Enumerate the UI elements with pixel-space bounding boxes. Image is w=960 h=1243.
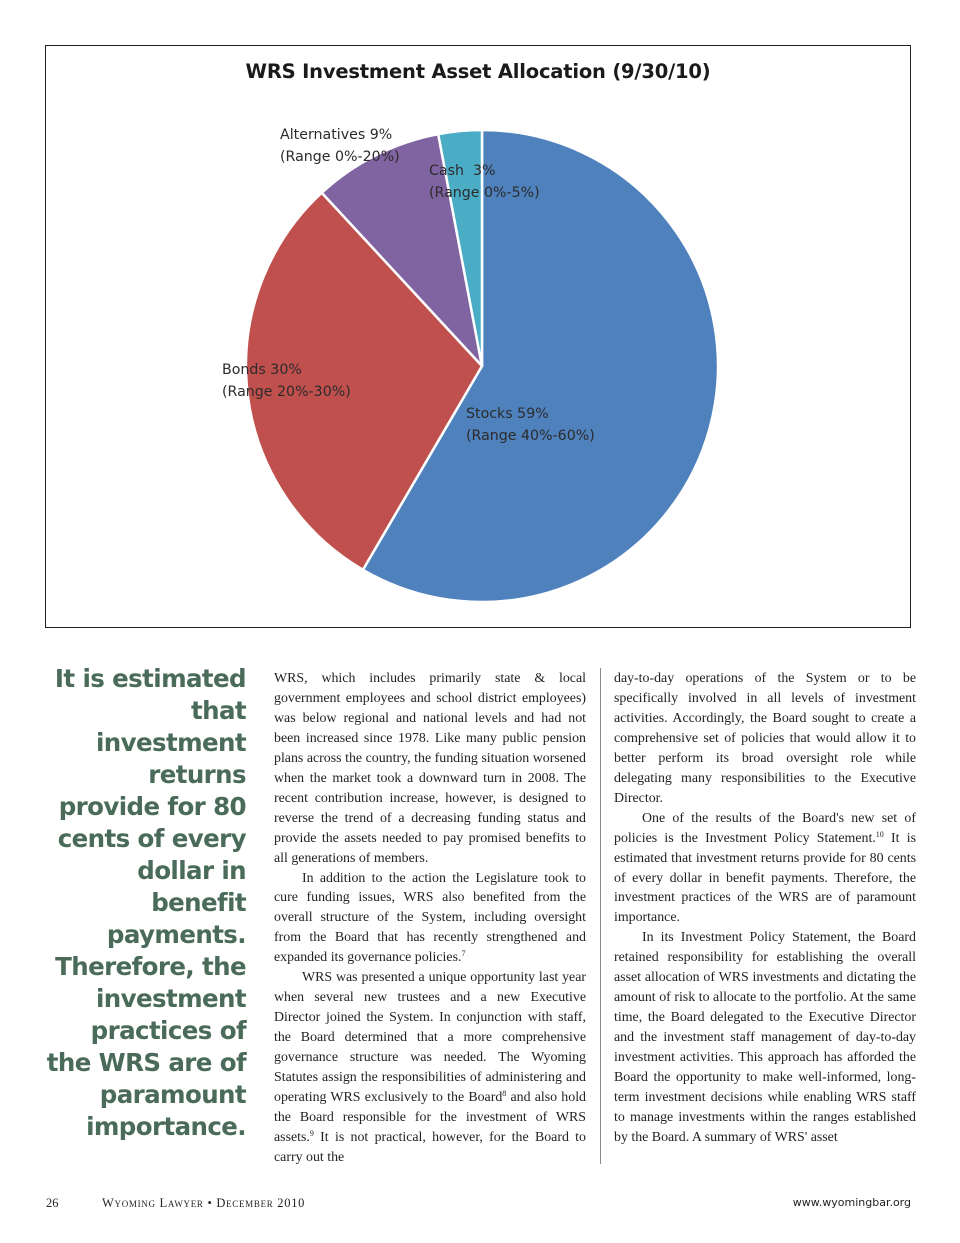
label-stocks: [466, 403, 595, 447]
chart-title: WRS Investment Asset Allocation (9/30/10): [245, 60, 711, 83]
pie-chart: [46, 46, 912, 629]
footnote-ref-9: 9: [309, 1128, 314, 1138]
column1-paragraph-3: [274, 968, 586, 1168]
column1-paragraph-3-text-b: and also hold the Board responsible for the investment of WRS assets.: [274, 1090, 586, 1145]
label-cash: [429, 160, 540, 204]
column2-paragraph-2-text-a: One of the results of the Board's new set of policies is the Investment Policy Statement.: [614, 810, 916, 846]
asset-allocation-chart: [45, 45, 911, 628]
footnote-ref-10: 10: [875, 829, 884, 839]
label-cash-name: Cash 3%: [429, 163, 496, 179]
label-cash-range: (Range 0%-5%): [429, 185, 540, 201]
column-divider: [600, 668, 601, 1164]
column1-paragraph-3-text-c: It is not practical, however, for the Board to carry out the: [274, 1129, 586, 1165]
label-bonds-range: (Range 20%-30%): [222, 384, 351, 400]
footnote-ref-8: 8: [502, 1089, 507, 1099]
footnote-ref-7: 7: [461, 949, 466, 959]
publication-name: Wyoming Lawyer • December 2010: [102, 1196, 306, 1210]
label-bonds-name: Bonds 30%: [222, 362, 302, 378]
label-alternatives-name: Alternatives 9%: [280, 127, 393, 143]
column1-paragraph-2: [274, 869, 586, 969]
label-alternatives-range: (Range 0%-20%): [280, 149, 400, 165]
column2-paragraph-3: In its Investment Policy Statement, the Board retained responsibility for establishing the overall asset allocation of WRS investments and dictating the amount of risk to allocate to the portfolio. At the same time, the Board delegated to the Executive Director and the investment staff management of day-to-day investment activities. This approach has afforded the Board the opportunity to make well-informed, long-term investment decisions while enabling WRS staff to manage investments within the ranges established by the Board. A summary of WRS' asset: [614, 930, 916, 1145]
page-number: 26: [46, 1196, 59, 1210]
pull-quote: It is estimated that investment returns provide for 80 cents of every dollar in benefit payments. Therefore, the investment practices of the WRS are of paramount importance.: [46, 664, 246, 1141]
column1-paragraph-3-text-a: WRS was presented a unique opportunity last year when several new trustees and a new Executive Director joined the System. In conjunction with staff, the Board determined that a more comprehensive governance structure was needed. The Wyoming Statutes assign the responsibilities of administering and operating WRS exclusively to the Board: [274, 970, 586, 1106]
article-column-2: [614, 669, 916, 1169]
label-stocks-range: (Range 40%-60%): [466, 428, 595, 444]
label-alternatives: [280, 124, 400, 168]
column2-paragraph-1: day-to-day operations of the System or to be specifically involved in all levels of investment activities. Accordingly, the Board sought to create a comprehensive set of policies that would allow it to better perform its broad oversight role while delegating many responsibilities to the Executive Director.: [614, 671, 916, 806]
article-column-1: [274, 669, 586, 1169]
label-stocks-name: Stocks 59%: [466, 406, 549, 422]
column2-paragraph-2-text-b: It is estimated that investment returns provide for 80 cents of every dollar in benefit payments. Therefore, the investment practices of the WRS are of paramount importance.: [614, 830, 916, 926]
website-link[interactable]: www.wyomingbar.org: [792, 1196, 911, 1209]
column1-paragraph-1: WRS, which includes primarily state & local government employees and school district employees) was below regional and national levels and had not been increased since 1978. Like many public pension plans across the country, the funding situation worsened when the market took a downward turn in 2008. The recent contribution increase, however, is designed to reverse the trend of a decreasing funding status and provide the assets needed to pay promised benefits to all generations of members.: [274, 671, 586, 866]
column1-paragraph-2-text: In addition to the action the Legislature took to cure funding issues, WRS also benefited from the overall structure of the System, including oversight from the Board that has recently strengthened and expanded its governance policies.: [274, 870, 586, 966]
column2-paragraph-2: [614, 809, 916, 929]
label-bonds: [222, 359, 351, 403]
